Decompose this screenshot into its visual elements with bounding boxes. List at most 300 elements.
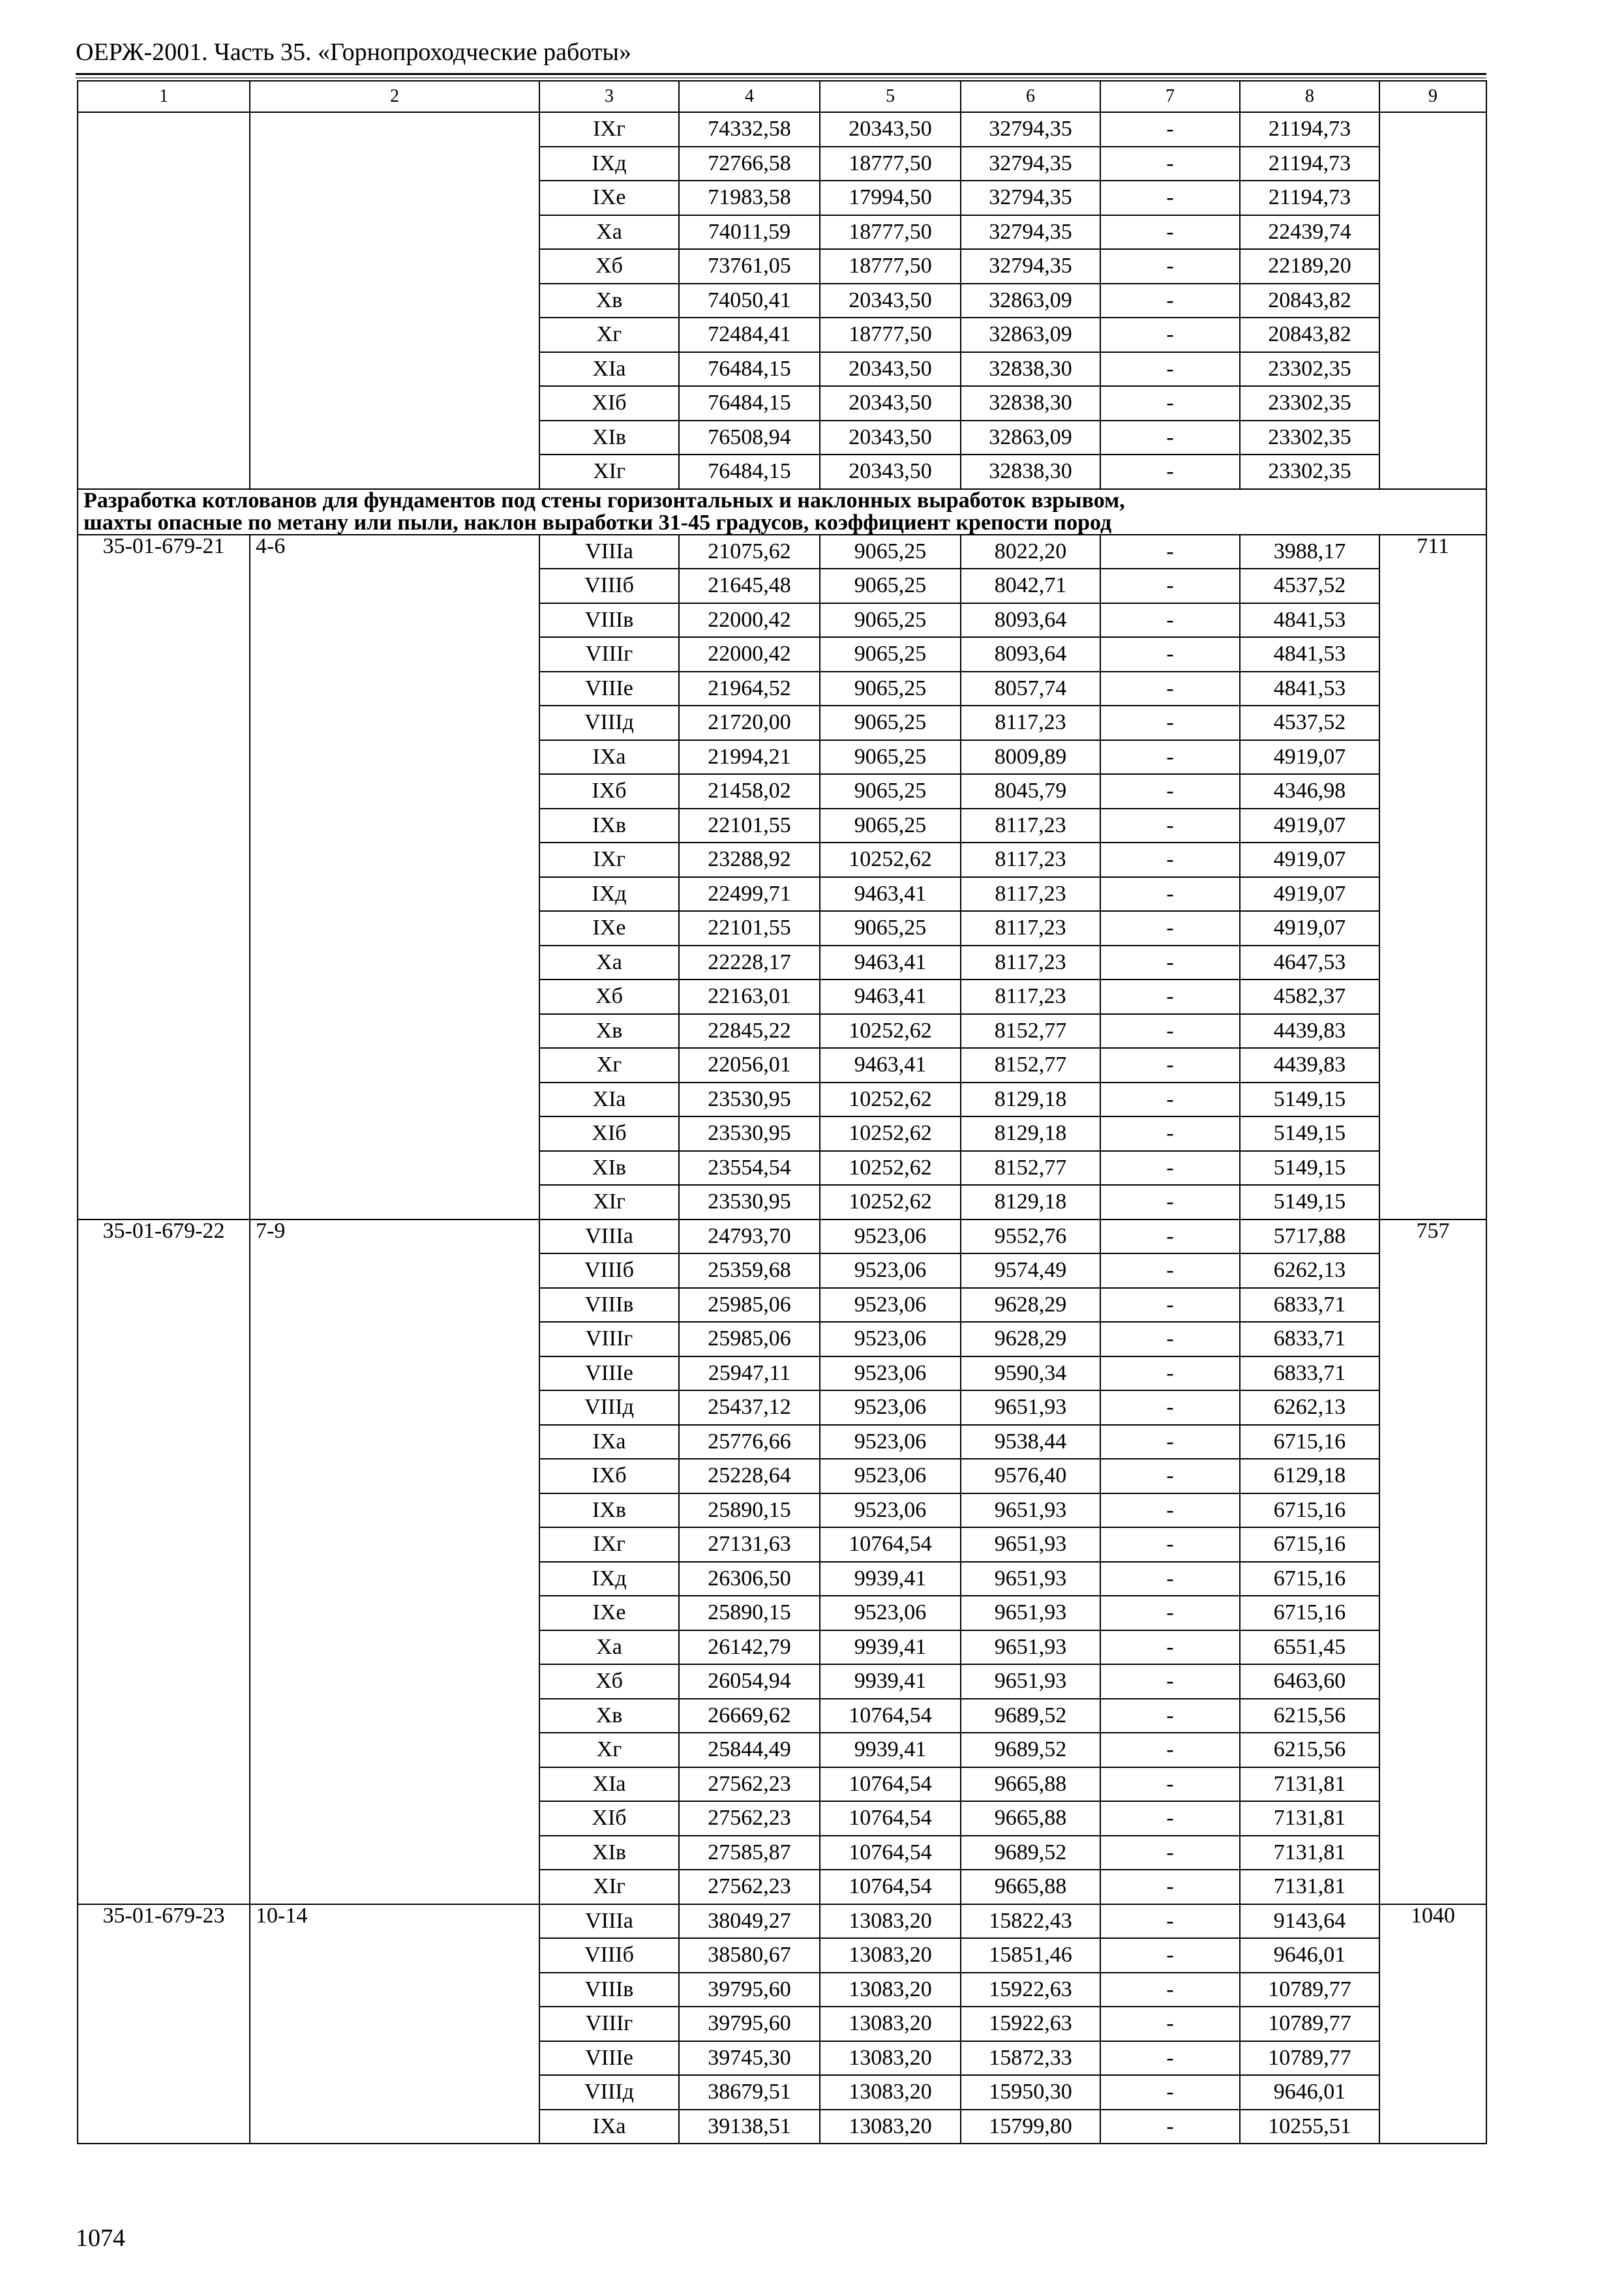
materials: - bbox=[1100, 1390, 1240, 1425]
total-cost: 38679,51 bbox=[679, 2075, 820, 2110]
rock-category: Xв bbox=[539, 284, 679, 318]
header-rule bbox=[76, 73, 1486, 75]
materials: - bbox=[1100, 1630, 1240, 1665]
materials: - bbox=[1100, 2075, 1240, 2110]
rock-category: XIа bbox=[539, 1083, 679, 1117]
rock-category: XIг bbox=[539, 455, 679, 489]
other-cost: 22439,74 bbox=[1240, 215, 1379, 250]
rock-category: VIIIа bbox=[539, 535, 679, 569]
wages: 20343,50 bbox=[820, 386, 961, 421]
machine-cost: 9576,40 bbox=[961, 1459, 1100, 1493]
machine-cost: 9689,52 bbox=[961, 1699, 1100, 1733]
materials: - bbox=[1100, 1836, 1240, 1870]
other-cost: 6262,13 bbox=[1240, 1253, 1379, 1288]
other-cost: 23302,35 bbox=[1240, 421, 1379, 455]
rock-category: Xг bbox=[539, 1048, 679, 1083]
total-cost: 76508,94 bbox=[679, 421, 820, 455]
total-cost: 23530,95 bbox=[679, 1116, 820, 1151]
total-cost: 26306,50 bbox=[679, 1562, 820, 1596]
wages: 13083,20 bbox=[820, 2110, 961, 2144]
other-cost: 9646,01 bbox=[1240, 2075, 1379, 2110]
materials: - bbox=[1100, 911, 1240, 946]
other-cost: 6833,71 bbox=[1240, 1288, 1379, 1323]
materials: - bbox=[1100, 1664, 1240, 1699]
column-number: 3 bbox=[539, 81, 679, 112]
materials: - bbox=[1100, 1699, 1240, 1733]
wages: 10252,62 bbox=[820, 1083, 961, 1117]
other-cost: 23302,35 bbox=[1240, 455, 1379, 489]
wages: 9523,06 bbox=[820, 1425, 961, 1459]
total-cost: 27131,63 bbox=[679, 1527, 820, 1562]
total-cost: 21964,52 bbox=[679, 672, 820, 706]
other-cost: 6715,16 bbox=[1240, 1562, 1379, 1596]
wages: 10764,54 bbox=[820, 1870, 961, 1904]
materials: - bbox=[1100, 1733, 1240, 1767]
rock-category: VIIIв bbox=[539, 1973, 679, 2007]
total-cost: 23530,95 bbox=[679, 1185, 820, 1219]
rock-category: VIIIб bbox=[539, 569, 679, 603]
rock-category: IXб bbox=[539, 1459, 679, 1493]
machine-cost: 8152,77 bbox=[961, 1014, 1100, 1049]
materials: - bbox=[1100, 706, 1240, 740]
other-cost: 7131,81 bbox=[1240, 1767, 1379, 1802]
total-cost: 21994,21 bbox=[679, 740, 820, 775]
other-cost: 9143,64 bbox=[1240, 1904, 1379, 1939]
materials: - bbox=[1100, 284, 1240, 318]
materials: - bbox=[1100, 1048, 1240, 1083]
materials: - bbox=[1100, 877, 1240, 912]
rock-category: VIIIа bbox=[539, 1219, 679, 1254]
materials: - bbox=[1100, 1356, 1240, 1391]
total-cost: 25985,06 bbox=[679, 1288, 820, 1323]
other-cost: 10789,77 bbox=[1240, 2041, 1379, 2076]
machine-cost: 9651,93 bbox=[961, 1562, 1100, 1596]
machine-cost: 9651,93 bbox=[961, 1493, 1100, 1528]
wages: 9065,25 bbox=[820, 809, 961, 843]
machine-cost: 32838,30 bbox=[961, 386, 1100, 421]
rock-category: IXг bbox=[539, 843, 679, 877]
total-cost: 22101,55 bbox=[679, 911, 820, 946]
wages: 9065,25 bbox=[820, 603, 961, 638]
rock-category: XIг bbox=[539, 1870, 679, 1904]
other-cost: 20843,82 bbox=[1240, 318, 1379, 352]
other-cost: 4346,98 bbox=[1240, 774, 1379, 809]
total-cost: 25890,15 bbox=[679, 1493, 820, 1528]
wages: 9065,25 bbox=[820, 740, 961, 775]
column-number: 7 bbox=[1100, 81, 1240, 112]
other-cost: 10789,77 bbox=[1240, 2007, 1379, 2041]
rock-category: Xг bbox=[539, 1733, 679, 1767]
rock-category: VIIIе bbox=[539, 2041, 679, 2076]
total-cost: 76484,15 bbox=[679, 386, 820, 421]
other-cost: 6833,71 bbox=[1240, 1356, 1379, 1391]
total-cost: 72766,58 bbox=[679, 147, 820, 181]
wages: 9463,41 bbox=[820, 1048, 961, 1083]
materials: - bbox=[1100, 1562, 1240, 1596]
wages: 9523,06 bbox=[820, 1288, 961, 1323]
rock-category: Xв bbox=[539, 1699, 679, 1733]
other-cost: 4537,52 bbox=[1240, 706, 1379, 740]
machine-cost: 8042,71 bbox=[961, 569, 1100, 603]
other-cost: 6551,45 bbox=[1240, 1630, 1379, 1665]
rock-category: VIIIг bbox=[539, 1322, 679, 1356]
materials: - bbox=[1100, 946, 1240, 980]
wages: 10252,62 bbox=[820, 1185, 961, 1219]
rock-hardness: 10-14 bbox=[250, 1904, 539, 2144]
rock-category: XIг bbox=[539, 1185, 679, 1219]
other-cost: 3988,17 bbox=[1240, 535, 1379, 569]
machine-cost: 15922,63 bbox=[961, 1973, 1100, 2007]
other-cost: 4841,53 bbox=[1240, 637, 1379, 672]
materials: - bbox=[1100, 1870, 1240, 1904]
other-cost: 5149,15 bbox=[1240, 1185, 1379, 1219]
machine-cost: 9651,93 bbox=[961, 1596, 1100, 1630]
rock-category: VIIIе bbox=[539, 1356, 679, 1391]
rock-category: IXв bbox=[539, 809, 679, 843]
wages: 9939,41 bbox=[820, 1562, 961, 1596]
materials: - bbox=[1100, 980, 1240, 1014]
total-cost: 24793,70 bbox=[679, 1219, 820, 1254]
wages: 20343,50 bbox=[820, 352, 961, 387]
materials: - bbox=[1100, 386, 1240, 421]
total-cost: 27562,23 bbox=[679, 1801, 820, 1836]
machine-cost: 8022,20 bbox=[961, 535, 1100, 569]
other-cost: 7131,81 bbox=[1240, 1870, 1379, 1904]
materials: - bbox=[1100, 1904, 1240, 1939]
other-cost: 23302,35 bbox=[1240, 386, 1379, 421]
wages: 9463,41 bbox=[820, 980, 961, 1014]
wages: 9065,25 bbox=[820, 774, 961, 809]
wages: 10764,54 bbox=[820, 1801, 961, 1836]
machine-cost: 32863,09 bbox=[961, 284, 1100, 318]
total-cost: 38049,27 bbox=[679, 1904, 820, 1939]
rock-category: IXд bbox=[539, 147, 679, 181]
norm-code: 35-01-679-21 bbox=[78, 535, 250, 1219]
wages: 13083,20 bbox=[820, 1973, 961, 2007]
wages: 9523,06 bbox=[820, 1390, 961, 1425]
rock-category: VIIIд bbox=[539, 706, 679, 740]
materials: - bbox=[1100, 2110, 1240, 2144]
total-cost: 23530,95 bbox=[679, 1083, 820, 1117]
total-cost: 25359,68 bbox=[679, 1253, 820, 1288]
table-row bbox=[78, 1904, 1486, 1939]
other-cost: 5149,15 bbox=[1240, 1083, 1379, 1117]
machine-cost: 15799,80 bbox=[961, 2110, 1100, 2144]
wages: 9523,06 bbox=[820, 1493, 961, 1528]
total-cost: 25844,49 bbox=[679, 1733, 820, 1767]
materials: - bbox=[1100, 181, 1240, 215]
machine-cost: 9590,34 bbox=[961, 1356, 1100, 1391]
col9-cell-empty bbox=[1379, 112, 1486, 489]
machine-cost: 8117,23 bbox=[961, 706, 1100, 740]
wages: 20343,50 bbox=[820, 284, 961, 318]
rock-category: Xа bbox=[539, 946, 679, 980]
col9-value: 711 bbox=[1379, 535, 1486, 1219]
rock-category: VIIIв bbox=[539, 1288, 679, 1323]
other-cost: 4537,52 bbox=[1240, 569, 1379, 603]
materials: - bbox=[1100, 1801, 1240, 1836]
rock-hardness: 7-9 bbox=[250, 1219, 539, 1904]
machine-cost: 8045,79 bbox=[961, 774, 1100, 809]
materials: - bbox=[1100, 1527, 1240, 1562]
column-number: 4 bbox=[679, 81, 820, 112]
total-cost: 22163,01 bbox=[679, 980, 820, 1014]
materials: - bbox=[1100, 672, 1240, 706]
other-cost: 21194,73 bbox=[1240, 112, 1379, 147]
wages: 9065,25 bbox=[820, 535, 961, 569]
materials: - bbox=[1100, 1425, 1240, 1459]
machine-cost: 9665,88 bbox=[961, 1870, 1100, 1904]
total-cost: 25776,66 bbox=[679, 1425, 820, 1459]
col9-value: 1040 bbox=[1379, 1904, 1486, 2144]
materials: - bbox=[1100, 1322, 1240, 1356]
other-cost: 22189,20 bbox=[1240, 249, 1379, 284]
wages: 13083,20 bbox=[820, 1904, 961, 1939]
rock-category: VIIIг bbox=[539, 637, 679, 672]
materials: - bbox=[1100, 1116, 1240, 1151]
machine-cost: 9628,29 bbox=[961, 1288, 1100, 1323]
wages: 10252,62 bbox=[820, 1151, 961, 1186]
materials: - bbox=[1100, 249, 1240, 284]
rock-category: IXа bbox=[539, 740, 679, 775]
total-cost: 25947,11 bbox=[679, 1356, 820, 1391]
rock-category: IXв bbox=[539, 1493, 679, 1528]
materials: - bbox=[1100, 352, 1240, 387]
rock-category: XIб bbox=[539, 1116, 679, 1151]
total-cost: 23554,54 bbox=[679, 1151, 820, 1186]
total-cost: 27585,87 bbox=[679, 1836, 820, 1870]
rock-category: IXд bbox=[539, 877, 679, 912]
rock-category: XIа bbox=[539, 1767, 679, 1802]
materials: - bbox=[1100, 112, 1240, 147]
rock-category: Xб bbox=[539, 249, 679, 284]
materials: - bbox=[1100, 637, 1240, 672]
other-cost: 20843,82 bbox=[1240, 284, 1379, 318]
rock-category: Xа bbox=[539, 1630, 679, 1665]
machine-cost: 8117,23 bbox=[961, 843, 1100, 877]
rock-category: VIIIд bbox=[539, 2075, 679, 2110]
other-cost: 4439,83 bbox=[1240, 1014, 1379, 1049]
wages: 9523,06 bbox=[820, 1253, 961, 1288]
rock-category: XIа bbox=[539, 352, 679, 387]
wages: 9939,41 bbox=[820, 1630, 961, 1665]
materials: - bbox=[1100, 1596, 1240, 1630]
rock-category: Xа bbox=[539, 215, 679, 250]
other-cost: 10255,51 bbox=[1240, 2110, 1379, 2144]
rock-category: IXе bbox=[539, 181, 679, 215]
materials: - bbox=[1100, 2007, 1240, 2041]
materials: - bbox=[1100, 215, 1240, 250]
total-cost: 74332,58 bbox=[679, 112, 820, 147]
wages: 9065,25 bbox=[820, 637, 961, 672]
wages: 10764,54 bbox=[820, 1699, 961, 1733]
total-cost: 21645,48 bbox=[679, 569, 820, 603]
machine-cost: 32794,35 bbox=[961, 112, 1100, 147]
wages: 9523,06 bbox=[820, 1459, 961, 1493]
materials: - bbox=[1100, 774, 1240, 809]
materials: - bbox=[1100, 455, 1240, 489]
total-cost: 21458,02 bbox=[679, 774, 820, 809]
other-cost: 6715,16 bbox=[1240, 1527, 1379, 1562]
materials: - bbox=[1100, 843, 1240, 877]
rock-category: Xг bbox=[539, 318, 679, 352]
rock-category: IXб bbox=[539, 774, 679, 809]
total-cost: 22000,42 bbox=[679, 637, 820, 672]
wages: 13083,20 bbox=[820, 1938, 961, 1973]
machine-cost: 9651,93 bbox=[961, 1527, 1100, 1562]
rock-category: XIб bbox=[539, 1801, 679, 1836]
machine-cost: 8152,77 bbox=[961, 1151, 1100, 1186]
wages: 17994,50 bbox=[820, 181, 961, 215]
wages: 18777,50 bbox=[820, 147, 961, 181]
wages: 9065,25 bbox=[820, 672, 961, 706]
machine-cost: 9651,93 bbox=[961, 1630, 1100, 1665]
total-cost: 22056,01 bbox=[679, 1048, 820, 1083]
machine-cost: 8057,74 bbox=[961, 672, 1100, 706]
machine-cost: 32838,30 bbox=[961, 455, 1100, 489]
column-number: 8 bbox=[1240, 81, 1379, 112]
total-cost: 74011,59 bbox=[679, 215, 820, 250]
other-cost: 10789,77 bbox=[1240, 1973, 1379, 2007]
total-cost: 26142,79 bbox=[679, 1630, 820, 1665]
other-cost: 7131,81 bbox=[1240, 1801, 1379, 1836]
total-cost: 74050,41 bbox=[679, 284, 820, 318]
wages: 9939,41 bbox=[820, 1733, 961, 1767]
other-cost: 5149,15 bbox=[1240, 1116, 1379, 1151]
total-cost: 25228,64 bbox=[679, 1459, 820, 1493]
machine-cost: 32794,35 bbox=[961, 147, 1100, 181]
machine-cost: 8093,64 bbox=[961, 637, 1100, 672]
machine-cost: 15922,63 bbox=[961, 2007, 1100, 2041]
table-body bbox=[78, 81, 1486, 2144]
rock-category: Xб bbox=[539, 1664, 679, 1699]
page-header: ОЕРЖ-2001. Часть 35. «Горнопроходческие работы» bbox=[76, 38, 631, 66]
machine-cost: 32794,35 bbox=[961, 249, 1100, 284]
column-number: 6 bbox=[961, 81, 1100, 112]
machine-cost: 9651,93 bbox=[961, 1664, 1100, 1699]
other-cost: 4919,07 bbox=[1240, 843, 1379, 877]
machine-cost: 15822,43 bbox=[961, 1904, 1100, 1939]
machine-cost: 8009,89 bbox=[961, 740, 1100, 775]
other-cost: 6215,56 bbox=[1240, 1733, 1379, 1767]
other-cost: 9646,01 bbox=[1240, 1938, 1379, 1973]
rock-category: VIIIг bbox=[539, 2007, 679, 2041]
materials: - bbox=[1100, 809, 1240, 843]
wages: 10252,62 bbox=[820, 1014, 961, 1049]
other-cost: 4582,37 bbox=[1240, 980, 1379, 1014]
wages: 18777,50 bbox=[820, 215, 961, 250]
materials: - bbox=[1100, 2041, 1240, 2076]
materials: - bbox=[1100, 1185, 1240, 1219]
other-cost: 6262,13 bbox=[1240, 1390, 1379, 1425]
col9-value: 757 bbox=[1379, 1219, 1486, 1904]
column-number: 2 bbox=[250, 81, 539, 112]
column-number: 9 bbox=[1379, 81, 1486, 112]
machine-cost: 8129,18 bbox=[961, 1185, 1100, 1219]
rock-category: VIIIб bbox=[539, 1938, 679, 1973]
wages: 10252,62 bbox=[820, 843, 961, 877]
machine-cost: 32863,09 bbox=[961, 421, 1100, 455]
other-cost: 23302,35 bbox=[1240, 352, 1379, 387]
other-cost: 5717,88 bbox=[1240, 1219, 1379, 1254]
total-cost: 72484,41 bbox=[679, 318, 820, 352]
rock-category: IXг bbox=[539, 112, 679, 147]
wages: 9939,41 bbox=[820, 1664, 961, 1699]
other-cost: 4841,53 bbox=[1240, 672, 1379, 706]
other-cost: 6715,16 bbox=[1240, 1493, 1379, 1528]
hardness-cell-empty bbox=[250, 112, 539, 489]
other-cost: 7131,81 bbox=[1240, 1836, 1379, 1870]
machine-cost: 9665,88 bbox=[961, 1767, 1100, 1802]
materials: - bbox=[1100, 535, 1240, 569]
wages: 9463,41 bbox=[820, 946, 961, 980]
wages: 9065,25 bbox=[820, 706, 961, 740]
column-number: 1 bbox=[78, 81, 250, 112]
wages: 9523,06 bbox=[820, 1356, 961, 1391]
rock-category: Xб bbox=[539, 980, 679, 1014]
norm-code: 35-01-679-23 bbox=[78, 1904, 250, 2144]
machine-cost: 9628,29 bbox=[961, 1322, 1100, 1356]
column-number: 5 bbox=[820, 81, 961, 112]
wages: 10764,54 bbox=[820, 1836, 961, 1870]
other-cost: 6833,71 bbox=[1240, 1322, 1379, 1356]
rock-category: VIIIв bbox=[539, 603, 679, 638]
table-row bbox=[78, 535, 1486, 569]
wages: 13083,20 bbox=[820, 2007, 961, 2041]
materials: - bbox=[1100, 569, 1240, 603]
code-cell-empty bbox=[78, 112, 250, 489]
total-cost: 76484,15 bbox=[679, 352, 820, 387]
materials: - bbox=[1100, 603, 1240, 638]
machine-cost: 8093,64 bbox=[961, 603, 1100, 638]
machine-cost: 8117,23 bbox=[961, 980, 1100, 1014]
machine-cost: 32838,30 bbox=[961, 352, 1100, 387]
rock-category: VIIIа bbox=[539, 1904, 679, 1939]
total-cost: 21720,00 bbox=[679, 706, 820, 740]
rock-category: Xв bbox=[539, 1014, 679, 1049]
machine-cost: 8117,23 bbox=[961, 809, 1100, 843]
total-cost: 22000,42 bbox=[679, 603, 820, 638]
wages: 10764,54 bbox=[820, 1527, 961, 1562]
machine-cost: 15851,46 bbox=[961, 1938, 1100, 1973]
machine-cost: 8117,23 bbox=[961, 946, 1100, 980]
rock-category: XIв bbox=[539, 1836, 679, 1870]
wages: 10764,54 bbox=[820, 1767, 961, 1802]
machine-cost: 15950,30 bbox=[961, 2075, 1100, 2110]
wages: 20343,50 bbox=[820, 421, 961, 455]
rock-category: IXе bbox=[539, 911, 679, 946]
wages: 20343,50 bbox=[820, 112, 961, 147]
total-cost: 39795,60 bbox=[679, 1973, 820, 2007]
machine-cost: 9574,49 bbox=[961, 1253, 1100, 1288]
total-cost: 38580,67 bbox=[679, 1938, 820, 1973]
materials: - bbox=[1100, 318, 1240, 352]
other-cost: 6463,60 bbox=[1240, 1664, 1379, 1699]
machine-cost: 9552,76 bbox=[961, 1219, 1100, 1254]
other-cost: 4647,53 bbox=[1240, 946, 1379, 980]
wages: 9523,06 bbox=[820, 1219, 961, 1254]
materials: - bbox=[1100, 1219, 1240, 1254]
machine-cost: 9689,52 bbox=[961, 1733, 1100, 1767]
total-cost: 22101,55 bbox=[679, 809, 820, 843]
total-cost: 22499,71 bbox=[679, 877, 820, 912]
wages: 20343,50 bbox=[820, 455, 961, 489]
wages: 9523,06 bbox=[820, 1596, 961, 1630]
machine-cost: 9538,44 bbox=[961, 1425, 1100, 1459]
total-cost: 26669,62 bbox=[679, 1699, 820, 1733]
total-cost: 39795,60 bbox=[679, 2007, 820, 2041]
table-row bbox=[78, 1219, 1486, 1254]
